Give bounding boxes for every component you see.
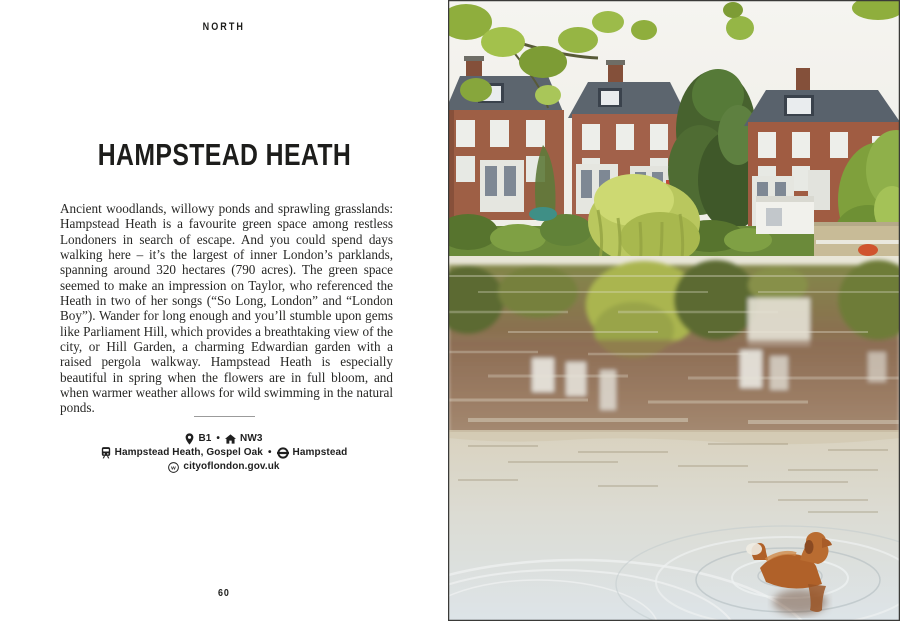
section-label-text: NORTH xyxy=(202,21,246,33)
website-url: cityoflondon.gov.uk xyxy=(183,461,280,472)
photo-hampstead-heath-pond xyxy=(448,0,900,621)
grid-ref: B1 xyxy=(198,433,212,444)
dot-separator: • xyxy=(216,433,221,444)
left-page xyxy=(0,0,448,621)
svg-text:w: w xyxy=(171,465,177,472)
dot-separator: • xyxy=(267,447,272,458)
map-pin-icon xyxy=(185,433,194,445)
postcode: NW3 xyxy=(240,433,263,444)
underground-roundel-icon xyxy=(277,447,289,459)
meta-line-website xyxy=(0,460,448,474)
meta-line-location xyxy=(0,432,448,446)
section-label xyxy=(0,21,448,33)
meta-line-stations xyxy=(0,446,448,460)
house-left xyxy=(448,56,564,220)
divider-rule xyxy=(194,416,255,417)
rail-stations: Hampstead Heath, Gospel Oak xyxy=(114,447,263,458)
pond-photo-illustration xyxy=(448,0,900,621)
page-number: 60 xyxy=(218,587,230,599)
meta-block xyxy=(0,432,448,474)
body-text: Ancient woodlands, willowy ponds and sprawling grasslands: Hampstead Heath is a favourite green space among restless Londoners in search of escape. And you could spend days walking here – it’s the largest of inner London’s parklands, spanning around 320 hectares (790 acres). The green space seemed to make an impression on Taylor, who referenced the Heath in two of her songs (“So Long, London” and “London Boy”). Wander for long enough and you’ll stumble upon gems like Parliament Hill, which provides a breathtaking view of the city, or Hill Garden, a charming Edwardian garden with a raised pergola walkway. Hampstead Heath is especially beautiful in spring when the flowers are in full bloom, and when warmer weather allows for wild swimming in the natural ponds. xyxy=(60,201,393,416)
web-icon xyxy=(168,462,179,473)
pond-reflection xyxy=(448,260,900,440)
tube-station: Hampstead xyxy=(292,447,348,458)
house-icon xyxy=(225,434,236,444)
page-title-text: HAMPSTEAD HEATH xyxy=(97,137,351,172)
rail-icon xyxy=(101,447,111,459)
page-title xyxy=(0,137,448,173)
